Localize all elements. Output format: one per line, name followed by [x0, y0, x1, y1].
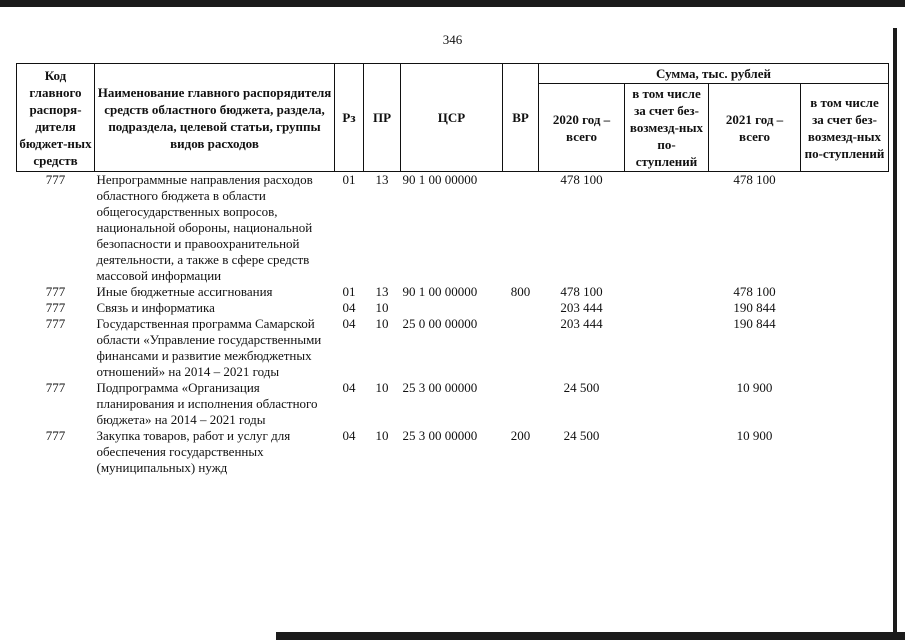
cell-sum-2020: 203 444 [560, 300, 603, 315]
cell-rz: 04 [342, 428, 356, 443]
cell-pr: 10 [375, 428, 389, 443]
cell-sum-2020: 24 500 [563, 380, 600, 395]
cell-gratuitous-2021 [801, 380, 889, 428]
cell-pr: 10 [375, 316, 389, 331]
cell-sum-2021: 190 844 [733, 300, 776, 315]
cell-gratuitous-2020 [625, 284, 709, 300]
cell-sum-2021: 10 900 [736, 380, 773, 395]
cell-gratuitous-2020 [625, 316, 709, 380]
page-number: 346 [442, 32, 463, 47]
header-vr: ВР [503, 64, 539, 172]
cell-csr [401, 300, 503, 316]
cell-code: 777 [45, 172, 66, 187]
cell-code: 777 [45, 300, 66, 315]
cell-gratuitous-2021 [801, 300, 889, 316]
cell-code: 777 [45, 380, 66, 395]
cell-gratuitous-2021 [801, 428, 889, 476]
cell-sum-2020: 478 100 [560, 284, 603, 299]
cell-code: 777 [45, 316, 66, 331]
cell-vr [503, 316, 539, 380]
table-row [17, 380, 889, 428]
table-row [17, 428, 889, 476]
cell-name: Непрограммные направления расходов областного бюджета в области общегосударственных вопросов, национальной обороны, национальной безопасности и правоохранительной деятельности, а также в сфере средств массовой информации [96, 172, 313, 283]
header-2020-total: 2020 год – всего [539, 84, 625, 172]
cell-name: Государственная программа Самарской области «Управление государственными финансами и развитие межбюджетных отношений» на 2014 – 2021 годы [96, 316, 322, 379]
cell-code: 777 [45, 284, 66, 299]
cell-csr: 90 1 00 00000 [402, 172, 478, 187]
header-2021-total: 2021 год – всего [709, 84, 801, 172]
cell-rz: 04 [342, 300, 356, 315]
cell-name: Иные бюджетные ассигнования [96, 284, 273, 299]
cell-rz: 01 [342, 284, 356, 299]
cell-sum-2020: 203 444 [560, 316, 603, 331]
cell-vr: 800 [510, 284, 531, 299]
cell-pr: 10 [375, 380, 389, 395]
table-row [17, 172, 889, 285]
scan-edge-right [893, 28, 897, 640]
cell-vr [503, 172, 539, 285]
cell-name: Связь и информатика [96, 300, 215, 315]
cell-sum-2020: 24 500 [563, 428, 600, 443]
table-row [17, 316, 889, 380]
cell-gratuitous-2021 [801, 172, 889, 285]
cell-gratuitous-2020 [625, 300, 709, 316]
cell-rz: 04 [342, 316, 356, 331]
cell-csr: 25 3 00 00000 [402, 380, 478, 395]
table-row [17, 284, 889, 300]
cell-gratuitous-2020 [625, 172, 709, 285]
cell-rz: 04 [342, 380, 356, 395]
cell-vr [503, 300, 539, 316]
cell-vr [503, 380, 539, 428]
cell-sum-2021: 478 100 [733, 172, 776, 187]
cell-csr: 25 3 00 00000 [402, 428, 478, 443]
header-sum-group: Сумма, тыс. рублей [539, 64, 889, 84]
header-rz: Рз [335, 64, 364, 172]
scan-edge-bottom [276, 632, 905, 640]
table-header [17, 64, 889, 172]
header-name: Наименование главного распорядителя средств областного бюджета, раздела, подраздела, целевой статьи, группы видов расходов [95, 64, 335, 172]
table-body [17, 172, 889, 477]
header-pr: ПР [364, 64, 401, 172]
cell-code: 777 [45, 428, 66, 443]
cell-sum-2020: 478 100 [560, 172, 603, 187]
cell-csr: 90 1 00 00000 [402, 284, 478, 299]
cell-gratuitous-2021 [801, 284, 889, 300]
cell-sum-2021: 10 900 [736, 428, 773, 443]
cell-pr: 13 [375, 284, 389, 299]
cell-gratuitous-2021 [801, 316, 889, 380]
header-csr: ЦСР [401, 64, 503, 172]
cell-sum-2021: 190 844 [733, 316, 776, 331]
scan-edge-top [0, 0, 905, 7]
table-row [17, 300, 889, 316]
budget-table [16, 63, 889, 476]
cell-sum-2021: 478 100 [733, 284, 776, 299]
cell-name: Подпрограмма «Организация планирования и исполнения областного бюджета» на 2014 – 2021 годы [96, 380, 318, 427]
cell-csr: 25 0 00 00000 [402, 316, 478, 331]
header-2021-gratuitous: в том числе за счет без-возмезд-ных по-ступлений [801, 84, 889, 172]
cell-vr: 200 [510, 428, 531, 443]
header-code: Код главного распоря-дителя бюджет-ных средств [17, 64, 95, 172]
cell-pr: 13 [375, 172, 389, 187]
cell-gratuitous-2020 [625, 428, 709, 476]
cell-rz: 01 [342, 172, 356, 187]
cell-pr: 10 [375, 300, 389, 315]
cell-name: Закупка товаров, работ и услуг для обеспечения государственных (муниципальных) нужд [96, 428, 291, 475]
cell-gratuitous-2020 [625, 380, 709, 428]
header-2020-gratuitous: в том числе за счет без-возмезд-ных по-ступлений [625, 84, 709, 172]
